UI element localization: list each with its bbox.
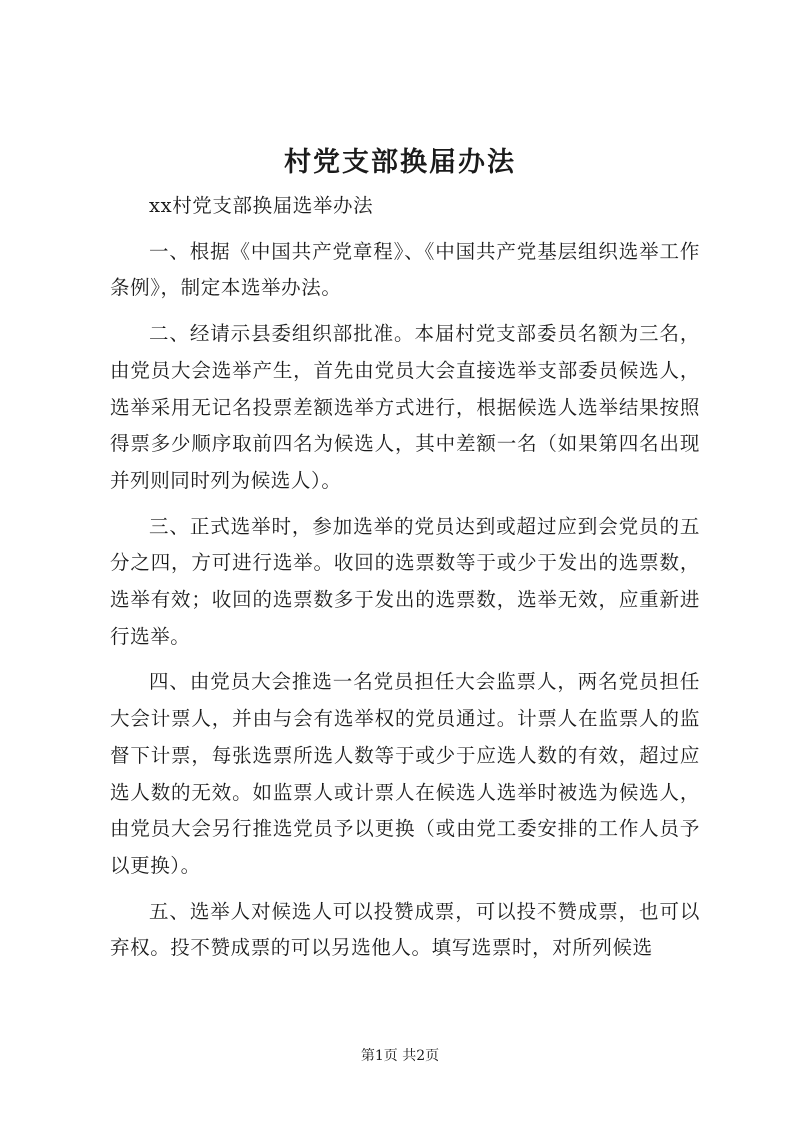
- paragraph-5: 五、选举人对候选人可以投赞成票，可以投不赞成票，也可以弃权。投不赞成票的可以另选他人。填写选票时，对所列候选: [110, 899, 700, 960]
- paragraph-1: 一、根据《中国共产党章程》、《中国共产党基层组织选举工作条例》，制定本选举办法。: [110, 239, 700, 300]
- paragraph-4: 四、由党员大会推选一名党员担任大会监票人，两名党员担任大会计票人，并由与会有选举权的党员通过。计票人在监票人的监督下计票，每张选票所选人数等于或少于应选人数的有效，超过应选人数的无效。如监票人或计票人在候选人选举时被选为候选人，由党员大会另行推选党员予以更换（或由党工委安排的工作人员予以更换）。: [110, 670, 700, 877]
- document-subtitle: xx村党支部换届选举办法: [149, 194, 374, 217]
- document-title: 村党支部换届办法: [284, 147, 516, 178]
- page-footer: 第1页 共2页: [360, 1048, 440, 1064]
- document-body: [110, 188, 700, 967]
- paragraph-3: 三、正式选举时，参加选举的党员达到或超过应到会党员的五分之四，方可进行选举。收回的选票数等于或少于发出的选票数，选举有效；收回的选票数多于发出的选票数，选举无效，应重新进行选举。: [110, 514, 700, 648]
- paragraph-2: 二、经请示县委组织部批准。本届村党支部委员名额为三名，由党员大会选举产生，首先由党员大会直接选举支部委员候选人，选举采用无记名投票差额选举方式进行，根据候选人选举结果按照得票多少顺序取前四名为候选人，其中差额一名（如果第四名出现并列则同时列为候选人）。: [110, 322, 700, 492]
